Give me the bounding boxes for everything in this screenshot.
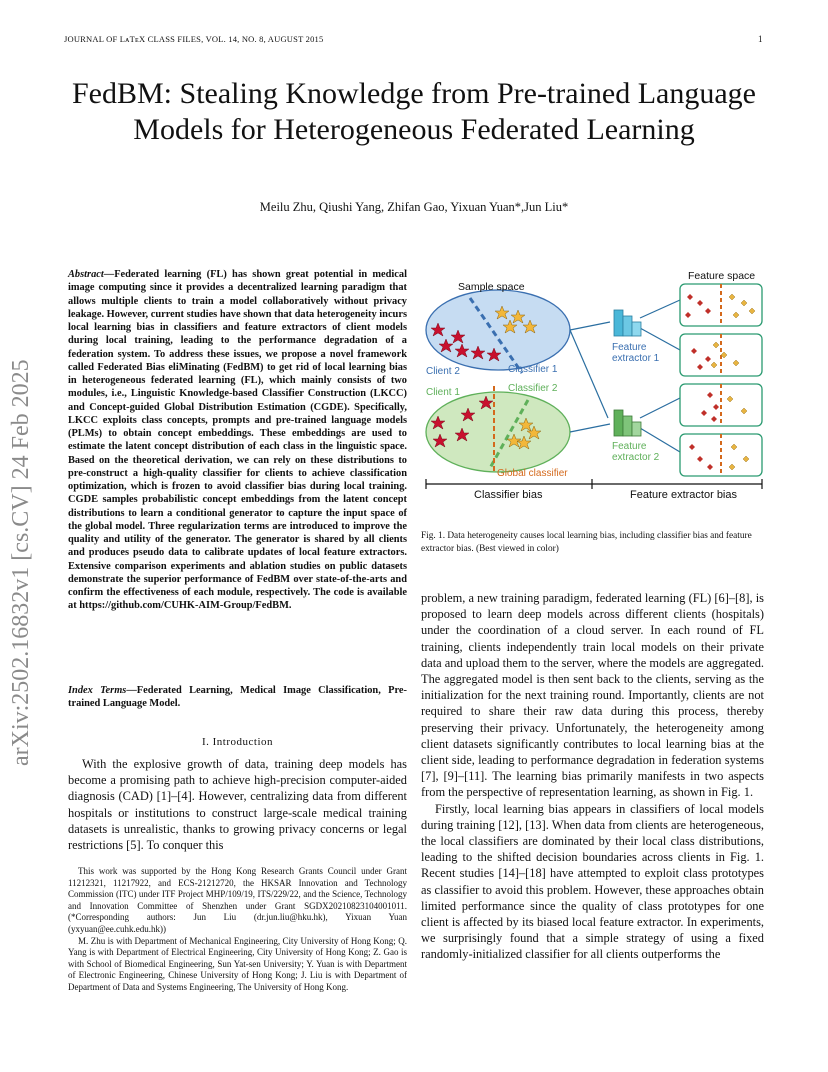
figure-1	[418, 268, 768, 504]
abstract-text: —Federated learning (FL) has shown great potential in medical image computing since it provides a decentralized learning paradigm that allows multiple clients to train a model collaboratively without privacy leakage. However, current studies have shown that data heterogeneity incurs local learning bias in classifiers and feature extractors of client models during local training, leading to the performance degradation of a federation system. To address these issues, we propose a novel framework called Federated Bias eliMinating (FedBM) to get rid of local learning bias in heterogeneous federated learning (FL), which mainly consists of two modules, i.e., Linguistic Knowledge-based Classifier Construction (LKCC) and Concept-guided Global Distribution Estimation (CGDE). Specifically, LKCC exploits class concepts, prompts and pre-trained language models (PLMs) to obtain concept embeddings. These embeddings are used to estimate the latent concept distribution of each class in the linguistic space. Based on the theoretical derivation, we can rely on these distributions to pre-construct a high-quality classifier for clients to achieve classification optimization, which is frozen to avoid classifier bias during local training. CGDE samples probabilistic concept embeddings from the latent concept distributions to learn a conditional generator to capture the input space of the global model. Three regularization terms are introduced to improve the quality and utility of the generator. The generator is shared by all clients and produces pseudo data to calibrate updates of local feature extractors. Extensive comparison experiments and ablation studies on public datasets demonstrate the superior performance of FedBM over state-of-the-arts and confirm the effectiveness of each module, respectively. The code is available at https://github.com/CUHK-AIM-Group/FedBM.	[68, 269, 407, 612]
client1-label: Client 1	[426, 387, 460, 398]
footnote-affiliations: M. Zhu is with Department of Mechanical Engineering, City University of Hong Kong; Q. Yang is with Department of Electrical Engineering, City University of Hong Kong; Z. Gao is with School of Biomedical Engineering, Sun Yat-sen University; Y. Yuan is with Department of Electronic Engineering, Chinese University of Hong Kong; J. Liu is with Department of Department of Data and Systems Engineering, The University of Hong Kong.	[68, 935, 407, 992]
footnotes	[68, 866, 407, 994]
feature-extractor-1-label-b: extractor 1	[612, 353, 660, 364]
feature-extractor-2-icon	[614, 410, 641, 436]
arxiv-stamp: arXiv:2502.16832v1 [cs.CV] 24 Feb 2025	[8, 359, 34, 766]
abstract-label: Abstract	[68, 269, 104, 280]
client1-region	[426, 392, 570, 472]
right-paragraph-1: problem, a new training paradigm, federated learning (FL) [6]–[8], is proposed to learn deep models across different clients (hospitals) under the coordination of a cloud server. In each round of FL training, clients independently train local models on their private data and upload them to the server, where the models are aggregated. The aggregated model is then sent back to the clients, serving as the initialization for the next training round. Importantly, clients are not required to share their raw data during this process, thereby preserving their privacy. Unfortunately, the heterogeneity among client datasets significantly contributes to local learning bias at the client side, leading to performance degradation in federation systems [7], [9]–[11]. The learning bias primarily manifests in two aspects from the perspective of representation learning, as shown in Fig. 1.	[421, 591, 764, 800]
index-terms	[68, 684, 407, 711]
feature-extractor-2-label-b: extractor 2	[612, 452, 660, 463]
global-classifier-label: Global classifier	[497, 468, 568, 479]
client2-label: Client 2	[426, 366, 460, 377]
index-terms-text: —Federated Learning, Medical Image Classification, Pre-trained Language Model.	[68, 685, 407, 710]
figure-caption: Fig. 1. Data heterogeneity causes local learning bias, including classifier bias and feature extractor bias. (Best viewed in color)	[421, 531, 752, 554]
page-number: 1	[758, 34, 763, 44]
intro-paragraph	[68, 756, 407, 853]
feature-space-label: Feature space	[688, 270, 756, 282]
right-paragraph-2: Firstly, local learning bias appears in classifiers of local models during training [12], [13]. When data from clients are heterogeneous, the local classifiers are dominated by their local class distributions, leading to the shifted decision boundaries across clients in Fig. 1. Recent studies [14]–[18] have attempted to exploit class prototypes as classifier to avoid this problem. However, these approaches obtain limited performance since the quality of class prototypes for one client is affected by its biased local feature extractor. In experiments, we surprisingly found that a simple strategy of using a fixed randomly-initialized classifier for all clients outperforms the	[421, 801, 764, 962]
abstract	[68, 268, 407, 613]
index-terms-label: Index Terms	[68, 685, 127, 696]
feature-extractor-bias-label: Feature extractor bias	[630, 489, 737, 501]
classifier2-label: Classifier 2	[508, 383, 558, 394]
sample-space-label: Sample space	[458, 281, 525, 293]
intro-text: With the explosive growth of data, training deep models has become a promising path to achieve high-precision computer-aided diagnosis (CAD) [1]–[4]. However, centralizing data from different hospitals or institutions to construct large-scale medical training datasets is unrealistic, thanks to growing privacy concerns or legal restrictions [5]. To conquer this	[68, 757, 407, 853]
footnote-funding: This work was supported by the Hong Kong Research Grants Council under Grant 11212321, 11217922, and ECS-21212720, the HKSAR Innovation and Technology Commission (ITC) under ITF Project MHP/109/19, ITS/229/22, and the Science, Technology and Innovation Committee of Shenzhen under Grant SGDX20210823104001011. (*Corresponding authors: Jun Liu (dr.jun.liu@hku.hk), Yixuan Yuan (yxyuan@ee.cuhk.edu.hk))	[68, 866, 407, 934]
feature-extractor-2-label-a: Feature	[612, 441, 647, 452]
classifier1-label: Classifier 1	[508, 364, 558, 375]
feature-extractor-1-label-a: Feature	[612, 342, 647, 353]
running-header: JOURNAL OF LᴀTᴇX CLASS FILES, VOL. 14, NO. 8, AUGUST 2015	[64, 34, 324, 44]
right-column-text	[421, 590, 764, 963]
paper-title: FedBM: Stealing Knowledge from Pre-trained Language Models for Heterogeneous Federated Learning	[72, 77, 756, 146]
feature-extractor-1-icon	[614, 310, 641, 336]
bias-bar	[426, 479, 762, 489]
author-list: Meilu Zhu, Qiushi Yang, Zhifan Gao, Yixuan Yuan*,Jun Liu*	[259, 200, 569, 214]
section-heading: I. Introduction	[201, 736, 274, 748]
classifier-bias-label: Classifier bias	[474, 489, 543, 501]
